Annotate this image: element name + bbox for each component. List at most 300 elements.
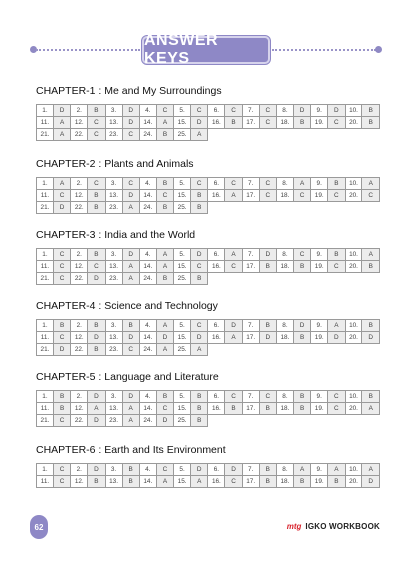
answer-cell: B (88, 476, 105, 488)
question-number: 18. (276, 261, 293, 273)
answer-cell: B (293, 261, 310, 273)
question-number: 1. (37, 249, 54, 261)
question-number: 15. (174, 476, 191, 488)
question-number: 12. (71, 190, 88, 202)
answer-cell: C (122, 129, 139, 141)
answer-cell: B (122, 464, 139, 476)
answer-cell: C (328, 261, 345, 273)
answer-cell: D (191, 464, 208, 476)
question-number: 25. (174, 129, 191, 141)
table-row (37, 202, 380, 214)
answer-cell: C (293, 249, 310, 261)
answer-cell: B (53, 320, 70, 332)
answer-cell: A (225, 249, 242, 261)
question-number: 11. (37, 190, 54, 202)
answer-cell: B (122, 320, 139, 332)
answer-cell: C (293, 190, 310, 202)
answer-cell: B (191, 202, 208, 214)
answer-cell: C (328, 391, 345, 403)
answer-cell: A (362, 249, 380, 261)
question-number: 16. (208, 332, 225, 344)
answer-cell: D (191, 117, 208, 129)
question-number: 2. (71, 391, 88, 403)
question-number: 15. (174, 332, 191, 344)
chapter-section-1 (36, 84, 380, 141)
answer-cell: A (362, 464, 380, 476)
question-number: 2. (71, 178, 88, 190)
question-number: 13. (105, 476, 122, 488)
answer-cell: A (156, 117, 173, 129)
answer-cell: C (225, 105, 242, 117)
answer-cell: B (293, 117, 310, 129)
answer-cell: D (362, 476, 380, 488)
answer-cell: C (225, 391, 242, 403)
question-number: 19. (311, 190, 328, 202)
question-number: 5. (174, 391, 191, 403)
question-number: 13. (105, 332, 122, 344)
question-number: 23. (105, 344, 122, 356)
question-number: 8. (276, 178, 293, 190)
answer-cell: D (53, 344, 70, 356)
question-number: 15. (174, 190, 191, 202)
question-number: 11. (37, 332, 54, 344)
answer-cell: A (225, 190, 242, 202)
chapter-title: CHAPTER-5 : Language and Literature (36, 371, 219, 383)
answer-cell: D (293, 105, 310, 117)
answer-cell: C (328, 117, 345, 129)
question-number: 24. (139, 344, 156, 356)
answer-cell: A (328, 464, 345, 476)
answer-table (36, 177, 380, 214)
question-number: 8. (276, 249, 293, 261)
question-number: 21. (37, 202, 54, 214)
answer-cell: B (156, 202, 173, 214)
answer-cell: C (88, 261, 105, 273)
question-number: 20. (345, 476, 362, 488)
answer-cell: C (156, 105, 173, 117)
answer-cell: C (53, 415, 70, 427)
question-number: 15. (174, 403, 191, 415)
question-number: 10. (345, 105, 362, 117)
answer-cell: B (362, 261, 380, 273)
question-number: 6. (208, 178, 225, 190)
question-number: 12. (71, 117, 88, 129)
question-number: 6. (208, 320, 225, 332)
answer-cell: A (88, 403, 105, 415)
table-row (37, 129, 380, 141)
table-row (37, 249, 380, 261)
answer-cell: A (122, 415, 139, 427)
question-number: 23. (105, 273, 122, 285)
question-number: 20. (345, 403, 362, 415)
answer-cell: D (122, 249, 139, 261)
answer-cell: A (156, 476, 173, 488)
question-number: 7. (242, 178, 259, 190)
question-number: 13. (105, 190, 122, 202)
question-number: 2. (71, 105, 88, 117)
answer-cell: B (362, 391, 380, 403)
question-number: 10. (345, 464, 362, 476)
answer-cell: B (259, 320, 276, 332)
question-number: 2. (71, 320, 88, 332)
answer-cell: D (156, 332, 173, 344)
answer-cell: B (293, 403, 310, 415)
question-number: 15. (174, 117, 191, 129)
question-number: 4. (139, 391, 156, 403)
question-number: 11. (37, 403, 54, 415)
answer-cell: C (259, 178, 276, 190)
question-number: 3. (105, 105, 122, 117)
question-number: 18. (276, 476, 293, 488)
answer-cell: D (88, 332, 105, 344)
answer-cell: B (259, 464, 276, 476)
question-number: 5. (174, 105, 191, 117)
decorative-dot-right (375, 46, 382, 53)
answer-cell: A (293, 178, 310, 190)
question-number: 24. (139, 415, 156, 427)
answer-cell: B (328, 249, 345, 261)
answer-cell: B (259, 403, 276, 415)
question-number: 12. (71, 261, 88, 273)
question-number: 9. (311, 391, 328, 403)
answer-cell: C (156, 190, 173, 202)
answer-cell: D (191, 332, 208, 344)
answer-cell: B (191, 403, 208, 415)
question-number: 3. (105, 178, 122, 190)
question-number: 9. (311, 320, 328, 332)
answer-cell: D (122, 117, 139, 129)
question-number: 10. (345, 320, 362, 332)
answer-cell: C (259, 105, 276, 117)
answer-cell: D (328, 332, 345, 344)
question-number: 8. (276, 320, 293, 332)
question-number: 10. (345, 249, 362, 261)
answer-cell: C (53, 332, 70, 344)
question-number: 5. (174, 178, 191, 190)
question-number: 4. (139, 249, 156, 261)
answer-cell: A (156, 261, 173, 273)
table-row (37, 105, 380, 117)
question-number: 11. (37, 117, 54, 129)
question-number: 18. (276, 190, 293, 202)
question-number: 2. (71, 464, 88, 476)
answer-cell: C (191, 105, 208, 117)
answer-cell: C (122, 344, 139, 356)
answer-cell: C (191, 261, 208, 273)
answer-cell: B (293, 332, 310, 344)
question-number: 3. (105, 464, 122, 476)
question-number: 1. (37, 105, 54, 117)
question-number: 7. (242, 464, 259, 476)
chapter-title: CHAPTER-1 : Me and My Surroundings (36, 85, 222, 97)
answer-cell: A (156, 344, 173, 356)
question-number: 9. (311, 178, 328, 190)
answer-cell: A (53, 178, 70, 190)
chapter-title: CHAPTER-2 : Plants and Animals (36, 158, 194, 170)
question-number: 14. (139, 332, 156, 344)
answer-cell: B (293, 391, 310, 403)
question-number: 1. (37, 464, 54, 476)
question-number: 19. (311, 261, 328, 273)
question-number: 3. (105, 391, 122, 403)
question-number: 7. (242, 391, 259, 403)
question-number: 14. (139, 117, 156, 129)
answer-cell: D (122, 105, 139, 117)
question-number: 18. (276, 403, 293, 415)
answer-cell: B (259, 476, 276, 488)
question-number: 6. (208, 105, 225, 117)
question-number: 4. (139, 178, 156, 190)
answer-cell: D (88, 464, 105, 476)
answer-cell: B (191, 273, 208, 285)
chapter-section-5 (36, 370, 380, 427)
answer-cell: B (88, 202, 105, 214)
answer-cell: B (328, 476, 345, 488)
chapter-section-2 (36, 157, 380, 214)
question-number: 21. (37, 273, 54, 285)
question-number: 10. (345, 178, 362, 190)
answer-cell: C (225, 261, 242, 273)
question-number: 9. (311, 249, 328, 261)
question-number: 8. (276, 105, 293, 117)
question-number: 21. (37, 344, 54, 356)
answer-cell: C (156, 464, 173, 476)
answer-cell: A (122, 273, 139, 285)
answer-cell: B (122, 476, 139, 488)
question-number: 16. (208, 117, 225, 129)
answer-cell: C (328, 403, 345, 415)
answer-table (36, 104, 380, 141)
answer-cell: C (362, 190, 380, 202)
answer-table (36, 463, 380, 488)
answer-cell: D (328, 105, 345, 117)
answer-cell: D (156, 415, 173, 427)
table-row (37, 476, 380, 488)
answer-cell: C (53, 464, 70, 476)
question-number: 16. (208, 261, 225, 273)
answer-table (36, 319, 380, 356)
question-number: 18. (276, 332, 293, 344)
question-number: 25. (174, 273, 191, 285)
question-number: 22. (71, 129, 88, 141)
answer-cell: A (328, 320, 345, 332)
answer-cell: C (259, 391, 276, 403)
answer-cell: C (122, 178, 139, 190)
question-number: 4. (139, 105, 156, 117)
answer-cell: D (259, 249, 276, 261)
answer-cell: B (156, 273, 173, 285)
answer-cell: D (88, 391, 105, 403)
table-row (37, 273, 380, 285)
question-number: 7. (242, 320, 259, 332)
dotted-line-right (272, 49, 376, 51)
question-number: 9. (311, 464, 328, 476)
answer-cell: B (53, 391, 70, 403)
answer-cell: A (122, 202, 139, 214)
answer-cell: A (191, 344, 208, 356)
table-row (37, 178, 380, 190)
footer-brand (287, 522, 380, 531)
answer-cell: B (88, 320, 105, 332)
answer-cell: B (191, 391, 208, 403)
table-row (37, 332, 380, 344)
question-number: 1. (37, 178, 54, 190)
answer-cell: C (53, 476, 70, 488)
dotted-line-left (36, 49, 140, 51)
answer-cell: B (88, 105, 105, 117)
question-number: 9. (311, 105, 328, 117)
question-number: 13. (105, 261, 122, 273)
answer-cell: A (156, 320, 173, 332)
question-number: 22. (71, 273, 88, 285)
answer-cell: A (53, 129, 70, 141)
answer-cell: B (191, 415, 208, 427)
question-number: 17. (242, 403, 259, 415)
answer-cell: B (362, 105, 380, 117)
question-number: 20. (345, 332, 362, 344)
question-number: 3. (105, 320, 122, 332)
question-number: 4. (139, 464, 156, 476)
question-number: 20. (345, 117, 362, 129)
question-number: 19. (311, 117, 328, 129)
question-number: 15. (174, 261, 191, 273)
question-number: 20. (345, 261, 362, 273)
answer-cell: C (225, 178, 242, 190)
table-row (37, 415, 380, 427)
answer-cell: D (53, 105, 70, 117)
question-number: 23. (105, 129, 122, 141)
answer-cell: A (191, 476, 208, 488)
answer-cell: B (156, 129, 173, 141)
question-number: 10. (345, 391, 362, 403)
question-number: 6. (208, 249, 225, 261)
question-number: 4. (139, 320, 156, 332)
chapter-title: CHAPTER-6 : Earth and Its Environment (36, 444, 226, 456)
answer-cell: A (53, 117, 70, 129)
table-row (37, 117, 380, 129)
question-number: 11. (37, 476, 54, 488)
answer-cell: B (53, 403, 70, 415)
question-number: 20. (345, 190, 362, 202)
answer-cell: B (259, 261, 276, 273)
answer-cell: B (225, 403, 242, 415)
answer-cell: A (362, 178, 380, 190)
answer-cell: C (191, 320, 208, 332)
question-number: 22. (71, 344, 88, 356)
answer-cell: B (362, 320, 380, 332)
question-number: 19. (311, 476, 328, 488)
answer-cell: B (156, 178, 173, 190)
question-number: 24. (139, 202, 156, 214)
question-number: 25. (174, 344, 191, 356)
page-number-badge: 62 (30, 515, 48, 539)
chapter-section-4 (36, 299, 380, 356)
question-number: 7. (242, 249, 259, 261)
answer-cell: A (225, 332, 242, 344)
question-number: 17. (242, 190, 259, 202)
question-number: 5. (174, 464, 191, 476)
question-number: 23. (105, 202, 122, 214)
answer-cell: B (191, 190, 208, 202)
answer-cell: D (88, 273, 105, 285)
answer-table (36, 390, 380, 427)
question-number: 14. (139, 190, 156, 202)
question-number: 25. (174, 415, 191, 427)
question-number: 16. (208, 403, 225, 415)
answer-cell: D (259, 332, 276, 344)
question-number: 5. (174, 320, 191, 332)
question-number: 17. (242, 117, 259, 129)
answer-cell: A (293, 464, 310, 476)
answer-keys-header (30, 32, 382, 67)
table-row (37, 464, 380, 476)
answer-cell: B (293, 476, 310, 488)
chapter-section-3 (36, 228, 380, 285)
answer-cell: C (88, 178, 105, 190)
question-number: 17. (242, 261, 259, 273)
question-number: 11. (37, 261, 54, 273)
question-number: 14. (139, 476, 156, 488)
answer-cell: A (122, 261, 139, 273)
answer-cell: C (225, 476, 242, 488)
question-number: 12. (71, 403, 88, 415)
answer-cell: D (293, 320, 310, 332)
table-row (37, 320, 380, 332)
question-number: 6. (208, 391, 225, 403)
question-number: 19. (311, 332, 328, 344)
question-number: 21. (37, 129, 54, 141)
table-row (37, 344, 380, 356)
mtg-logo-icon: mtg (286, 522, 302, 531)
workbook-title: IGKO WORKBOOK (305, 522, 380, 531)
answer-cell: D (122, 190, 139, 202)
question-number: 8. (276, 391, 293, 403)
question-number: 21. (37, 415, 54, 427)
answer-cell: B (88, 190, 105, 202)
answer-cell: A (191, 129, 208, 141)
answer-cell: B (88, 344, 105, 356)
table-row (37, 403, 380, 415)
table-row (37, 391, 380, 403)
answer-cell: A (156, 249, 173, 261)
answer-cell: D (362, 332, 380, 344)
question-number: 25. (174, 202, 191, 214)
table-row (37, 261, 380, 273)
answer-cell: B (88, 249, 105, 261)
answer-cell: C (88, 117, 105, 129)
answer-cell: D (225, 320, 242, 332)
question-number: 1. (37, 391, 54, 403)
answer-cell: A (362, 403, 380, 415)
question-number: 17. (242, 332, 259, 344)
chapter-section-6 (36, 443, 380, 488)
answer-cell: B (328, 178, 345, 190)
question-number: 13. (105, 403, 122, 415)
answer-cell: D (122, 391, 139, 403)
question-number: 23. (105, 415, 122, 427)
answer-cell: B (156, 391, 173, 403)
question-number: 6. (208, 464, 225, 476)
answer-table (36, 248, 380, 285)
question-number: 18. (276, 117, 293, 129)
answer-cell: B (225, 117, 242, 129)
question-number: 8. (276, 464, 293, 476)
answer-cell: D (191, 249, 208, 261)
question-number: 12. (71, 476, 88, 488)
answer-cell: C (156, 403, 173, 415)
question-number: 22. (71, 202, 88, 214)
answer-cell: C (191, 178, 208, 190)
